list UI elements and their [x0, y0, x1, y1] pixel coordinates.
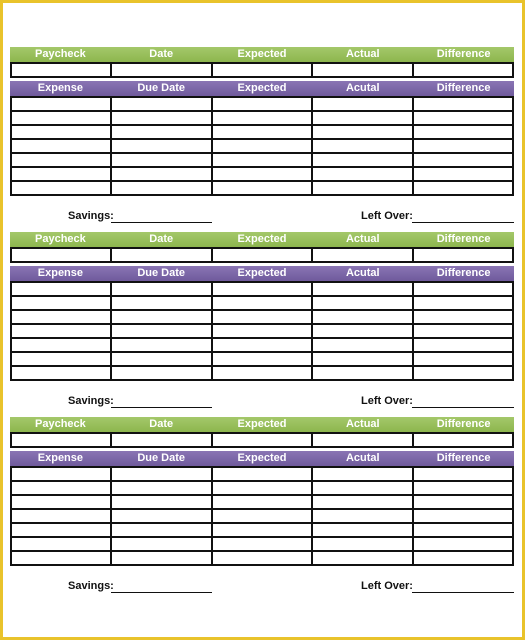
table-row [11, 523, 513, 537]
table-cell[interactable] [312, 495, 412, 509]
table-cell[interactable] [111, 495, 211, 509]
table-cell[interactable] [111, 167, 211, 181]
table-cell[interactable] [413, 111, 513, 125]
expense-grid [10, 281, 514, 381]
paycheck-header-difference: Difference [436, 233, 491, 245]
table-cell[interactable] [11, 181, 111, 195]
table-cell[interactable] [413, 338, 513, 352]
table-cell[interactable] [312, 296, 412, 310]
leftover-input-line[interactable] [412, 407, 514, 408]
table-cell[interactable] [312, 125, 412, 139]
table-cell[interactable] [413, 366, 513, 380]
savings-label: Savings: [68, 210, 114, 222]
table-cell[interactable] [312, 366, 412, 380]
table-row [11, 167, 513, 181]
expense-header-expense: Expense [37, 267, 84, 279]
table-cell[interactable] [11, 509, 111, 523]
table-cell[interactable] [111, 481, 211, 495]
savings-input-line[interactable] [111, 592, 212, 593]
table-cell[interactable] [413, 248, 513, 262]
table-cell[interactable] [312, 282, 412, 296]
table-cell[interactable] [11, 467, 111, 481]
table-cell[interactable] [312, 338, 412, 352]
table-row [11, 296, 513, 310]
table-cell[interactable] [312, 537, 412, 551]
table-row [11, 509, 513, 523]
paycheck-header-expected: Expected [237, 48, 287, 60]
expense-grid [10, 466, 514, 566]
table-cell[interactable] [212, 509, 312, 523]
table-cell[interactable] [212, 537, 312, 551]
totals-row [10, 394, 514, 410]
table-cell[interactable] [413, 167, 513, 181]
table-cell[interactable] [111, 97, 211, 111]
table-cell[interactable] [11, 153, 111, 167]
table-cell[interactable] [11, 537, 111, 551]
section-1 [10, 47, 514, 227]
table-cell[interactable] [413, 296, 513, 310]
table-cell[interactable] [312, 467, 412, 481]
table-cell[interactable] [111, 537, 211, 551]
table-cell[interactable] [11, 495, 111, 509]
table-cell[interactable] [413, 523, 513, 537]
paycheck-header-band [10, 232, 514, 247]
table-cell[interactable] [312, 324, 412, 338]
expense-header-due-date: Due Date [137, 82, 186, 94]
table-cell[interactable] [111, 248, 211, 262]
table-cell[interactable] [413, 433, 513, 447]
table-cell[interactable] [312, 310, 412, 324]
table-cell[interactable] [212, 167, 312, 181]
table-cell[interactable] [11, 523, 111, 537]
expense-header-expense: Expense [37, 452, 84, 464]
table-cell[interactable] [413, 63, 513, 77]
table-cell[interactable] [312, 97, 412, 111]
table-cell[interactable] [11, 433, 111, 447]
leftover-label: Left Over: [361, 395, 413, 407]
table-cell[interactable] [111, 63, 211, 77]
table-cell[interactable] [413, 467, 513, 481]
paycheck-header-paycheck: Paycheck [35, 233, 86, 245]
table-cell[interactable] [111, 433, 211, 447]
table-cell[interactable] [111, 551, 211, 565]
expense-header-due-date: Due Date [137, 267, 186, 279]
expense-header-acutal: Acutal [345, 82, 380, 94]
paycheck-header-paycheck: Paycheck [35, 418, 86, 430]
table-row [11, 551, 513, 565]
table-cell[interactable] [111, 324, 211, 338]
expense-header-band [10, 451, 514, 466]
budget-worksheet-page [3, 3, 522, 637]
paycheck-header-date: Date [149, 233, 174, 245]
table-cell[interactable] [413, 509, 513, 523]
table-cell[interactable] [413, 324, 513, 338]
savings-input-line[interactable] [111, 407, 212, 408]
table-cell[interactable] [212, 338, 312, 352]
savings-input-line[interactable] [111, 222, 212, 223]
table-cell[interactable] [312, 352, 412, 366]
table-row [11, 467, 513, 481]
table-cell[interactable] [212, 352, 312, 366]
table-cell[interactable] [11, 167, 111, 181]
table-cell[interactable] [111, 111, 211, 125]
paycheck-header-date: Date [149, 418, 174, 430]
table-cell[interactable] [212, 248, 312, 262]
table-cell[interactable] [212, 181, 312, 195]
leftover-label: Left Over: [361, 210, 413, 222]
paycheck-header-difference: Difference [436, 48, 491, 60]
table-row [11, 324, 513, 338]
table-row [11, 495, 513, 509]
expense-header-band [10, 266, 514, 281]
table-row [11, 481, 513, 495]
table-row [11, 139, 513, 153]
table-cell[interactable] [111, 139, 211, 153]
table-cell[interactable] [212, 310, 312, 324]
table-cell[interactable] [11, 125, 111, 139]
section-3 [10, 417, 514, 597]
expense-header-difference: Difference [436, 452, 491, 464]
table-row [11, 97, 513, 111]
expense-header-band [10, 81, 514, 96]
table-cell[interactable] [413, 481, 513, 495]
table-row [11, 282, 513, 296]
paycheck-header-expected: Expected [237, 418, 287, 430]
table-row [11, 181, 513, 195]
table-cell[interactable] [111, 296, 211, 310]
table-cell[interactable] [413, 181, 513, 195]
table-cell[interactable] [312, 248, 412, 262]
table-cell[interactable] [212, 282, 312, 296]
table-cell[interactable] [11, 338, 111, 352]
table-cell[interactable] [413, 97, 513, 111]
table-cell[interactable] [312, 153, 412, 167]
expense-header-expected: Expected [237, 82, 287, 94]
table-cell[interactable] [11, 111, 111, 125]
section-2 [10, 232, 514, 412]
table-cell[interactable] [312, 167, 412, 181]
table-cell[interactable] [111, 338, 211, 352]
table-cell[interactable] [11, 63, 111, 77]
table-cell[interactable] [212, 366, 312, 380]
table-row [11, 248, 513, 262]
table-cell[interactable] [312, 181, 412, 195]
table-cell[interactable] [111, 509, 211, 523]
table-cell[interactable] [413, 125, 513, 139]
expense-grid [10, 96, 514, 196]
table-cell[interactable] [312, 509, 412, 523]
table-cell[interactable] [11, 310, 111, 324]
leftover-input-line[interactable] [412, 222, 514, 223]
table-cell[interactable] [11, 481, 111, 495]
table-cell[interactable] [212, 139, 312, 153]
table-cell[interactable] [312, 551, 412, 565]
table-cell[interactable] [212, 467, 312, 481]
expense-header-expense: Expense [37, 82, 84, 94]
table-cell[interactable] [111, 352, 211, 366]
leftover-input-line[interactable] [412, 592, 514, 593]
expense-header-due-date: Due Date [137, 452, 186, 464]
table-cell[interactable] [111, 310, 211, 324]
table-cell[interactable] [312, 433, 412, 447]
expense-header-acutal: Acutal [345, 267, 380, 279]
paycheck-header-actual: Actual [345, 233, 380, 245]
table-cell[interactable] [11, 352, 111, 366]
table-cell[interactable] [11, 139, 111, 153]
table-cell[interactable] [212, 523, 312, 537]
table-cell[interactable] [413, 352, 513, 366]
table-cell[interactable] [413, 551, 513, 565]
table-cell[interactable] [413, 282, 513, 296]
table-row [11, 338, 513, 352]
paycheck-grid [10, 247, 514, 263]
table-row [11, 537, 513, 551]
table-cell[interactable] [111, 366, 211, 380]
table-cell[interactable] [413, 139, 513, 153]
paycheck-header-expected: Expected [237, 233, 287, 245]
table-cell[interactable] [111, 282, 211, 296]
paycheck-header-paycheck: Paycheck [35, 48, 86, 60]
paycheck-grid [10, 62, 514, 78]
table-cell[interactable] [312, 523, 412, 537]
paycheck-header-band [10, 417, 514, 432]
table-cell[interactable] [212, 296, 312, 310]
table-cell[interactable] [212, 324, 312, 338]
table-cell[interactable] [212, 551, 312, 565]
table-cell[interactable] [11, 551, 111, 565]
table-cell[interactable] [312, 63, 412, 77]
table-row [11, 352, 513, 366]
table-row [11, 63, 513, 77]
table-row [11, 125, 513, 139]
table-cell[interactable] [413, 495, 513, 509]
leftover-label: Left Over: [361, 580, 413, 592]
paycheck-header-difference: Difference [436, 418, 491, 430]
table-cell[interactable] [212, 97, 312, 111]
table-cell[interactable] [312, 111, 412, 125]
table-row [11, 366, 513, 380]
table-cell[interactable] [11, 366, 111, 380]
expense-header-difference: Difference [436, 267, 491, 279]
paycheck-header-actual: Actual [345, 418, 380, 430]
expense-header-difference: Difference [436, 82, 491, 94]
table-cell[interactable] [212, 153, 312, 167]
expense-header-acutal: Acutal [345, 452, 380, 464]
paycheck-header-actual: Actual [345, 48, 380, 60]
table-cell[interactable] [312, 139, 412, 153]
table-cell[interactable] [212, 111, 312, 125]
table-row [11, 111, 513, 125]
table-cell[interactable] [11, 97, 111, 111]
savings-label: Savings: [68, 395, 114, 407]
paycheck-grid [10, 432, 514, 448]
table-cell[interactable] [212, 433, 312, 447]
expense-header-expected: Expected [237, 452, 287, 464]
table-cell[interactable] [11, 282, 111, 296]
table-cell[interactable] [413, 537, 513, 551]
totals-row [10, 579, 514, 595]
paycheck-header-date: Date [149, 48, 174, 60]
table-cell[interactable] [111, 467, 211, 481]
expense-header-expected: Expected [237, 267, 287, 279]
table-cell[interactable] [111, 523, 211, 537]
table-cell[interactable] [111, 181, 211, 195]
table-cell[interactable] [111, 125, 211, 139]
table-cell[interactable] [212, 495, 312, 509]
totals-row [10, 209, 514, 225]
savings-label: Savings: [68, 580, 114, 592]
paycheck-header-band [10, 47, 514, 62]
table-cell[interactable] [212, 481, 312, 495]
table-cell[interactable] [212, 125, 312, 139]
table-cell[interactable] [11, 324, 111, 338]
table-row [11, 310, 513, 324]
table-cell[interactable] [212, 63, 312, 77]
table-row [11, 433, 513, 447]
table-cell[interactable] [11, 248, 111, 262]
table-cell[interactable] [413, 310, 513, 324]
table-cell[interactable] [413, 153, 513, 167]
table-cell[interactable] [11, 296, 111, 310]
table-row [11, 153, 513, 167]
table-cell[interactable] [312, 481, 412, 495]
table-cell[interactable] [111, 153, 211, 167]
